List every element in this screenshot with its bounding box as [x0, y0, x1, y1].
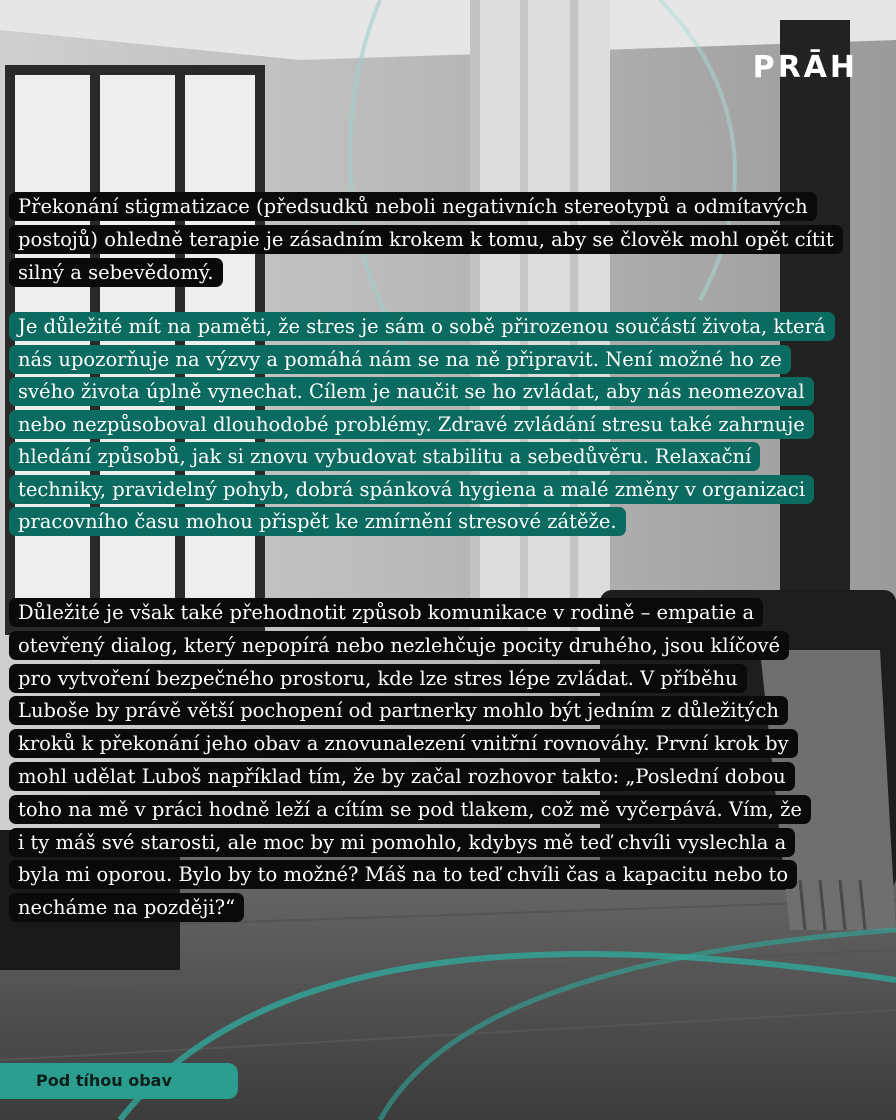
brand-logo: PRĀH — [752, 50, 858, 85]
paragraph-intro-text: Překonání stigmatizace (předsudků neboli negativních stereotypů a odmítavých postojů) ohledně terapie je zásadním krokem k tomu, aby se člověk mohl opět cítit silný a sebevědomý. — [9, 192, 843, 287]
series-tag: Pod tíhou obav — [0, 1063, 238, 1099]
paragraph-intro — [9, 190, 849, 289]
paragraph-stress — [9, 311, 839, 539]
paragraph-stress-text: Je důležité mít na paměti, že stres je sám o sobě přirozenou součástí života, která nás upozorňuje na výzvy a pomáhá nám se na ně připravit. Není možné ho ze svého života úplně vynechat. Cílem je naučit se ho zvládat, aby nás neomezoval nebo nezpůsoboval dlouhodobé problémy. Zdravé zvládání stresu také zahrnuje hledání způsobů, jak si znovu vybudovat stabilitu a sebedůvěru. Relaxační techniky, pravidelný pohyb, dobrá spánková hygiena a malé změny v organizaci pracovního času mohou přispět ke zmírnění stresové zátěže. — [9, 312, 835, 536]
paragraph-family — [9, 597, 809, 925]
paragraph-family-text: Důležité je však také přehodnotit způsob komunikace v rodině – empatie a otevřený dialog, který nepopírá nebo nezlehčuje pocity druhého, jsou klíčové pro vytvoření bezpečného prostoru, kde lze stres lépe zvládat. V příběhu Luboše by právě větší pochopení od partnerky mohlo být jedním z důležitých kroků k překonání jeho obav a znovunalezení vnitřní rovnováhy. První krok by mohl udělat Luboš například tím, že by začal rozhovor takto: „Poslední dobou toho na mě v práci hodně leží a cítím se pod tlakem, což mě vyčerpává. Vím, že i ty máš své starosti, ale moc by mi pomohlo, kdybys mě teď chvíli vyslechla a byla mi oporou. Bylo by to možné? Máš na to teď chvíli čas a kapacitu nebo to necháme na později?“ — [9, 598, 811, 922]
